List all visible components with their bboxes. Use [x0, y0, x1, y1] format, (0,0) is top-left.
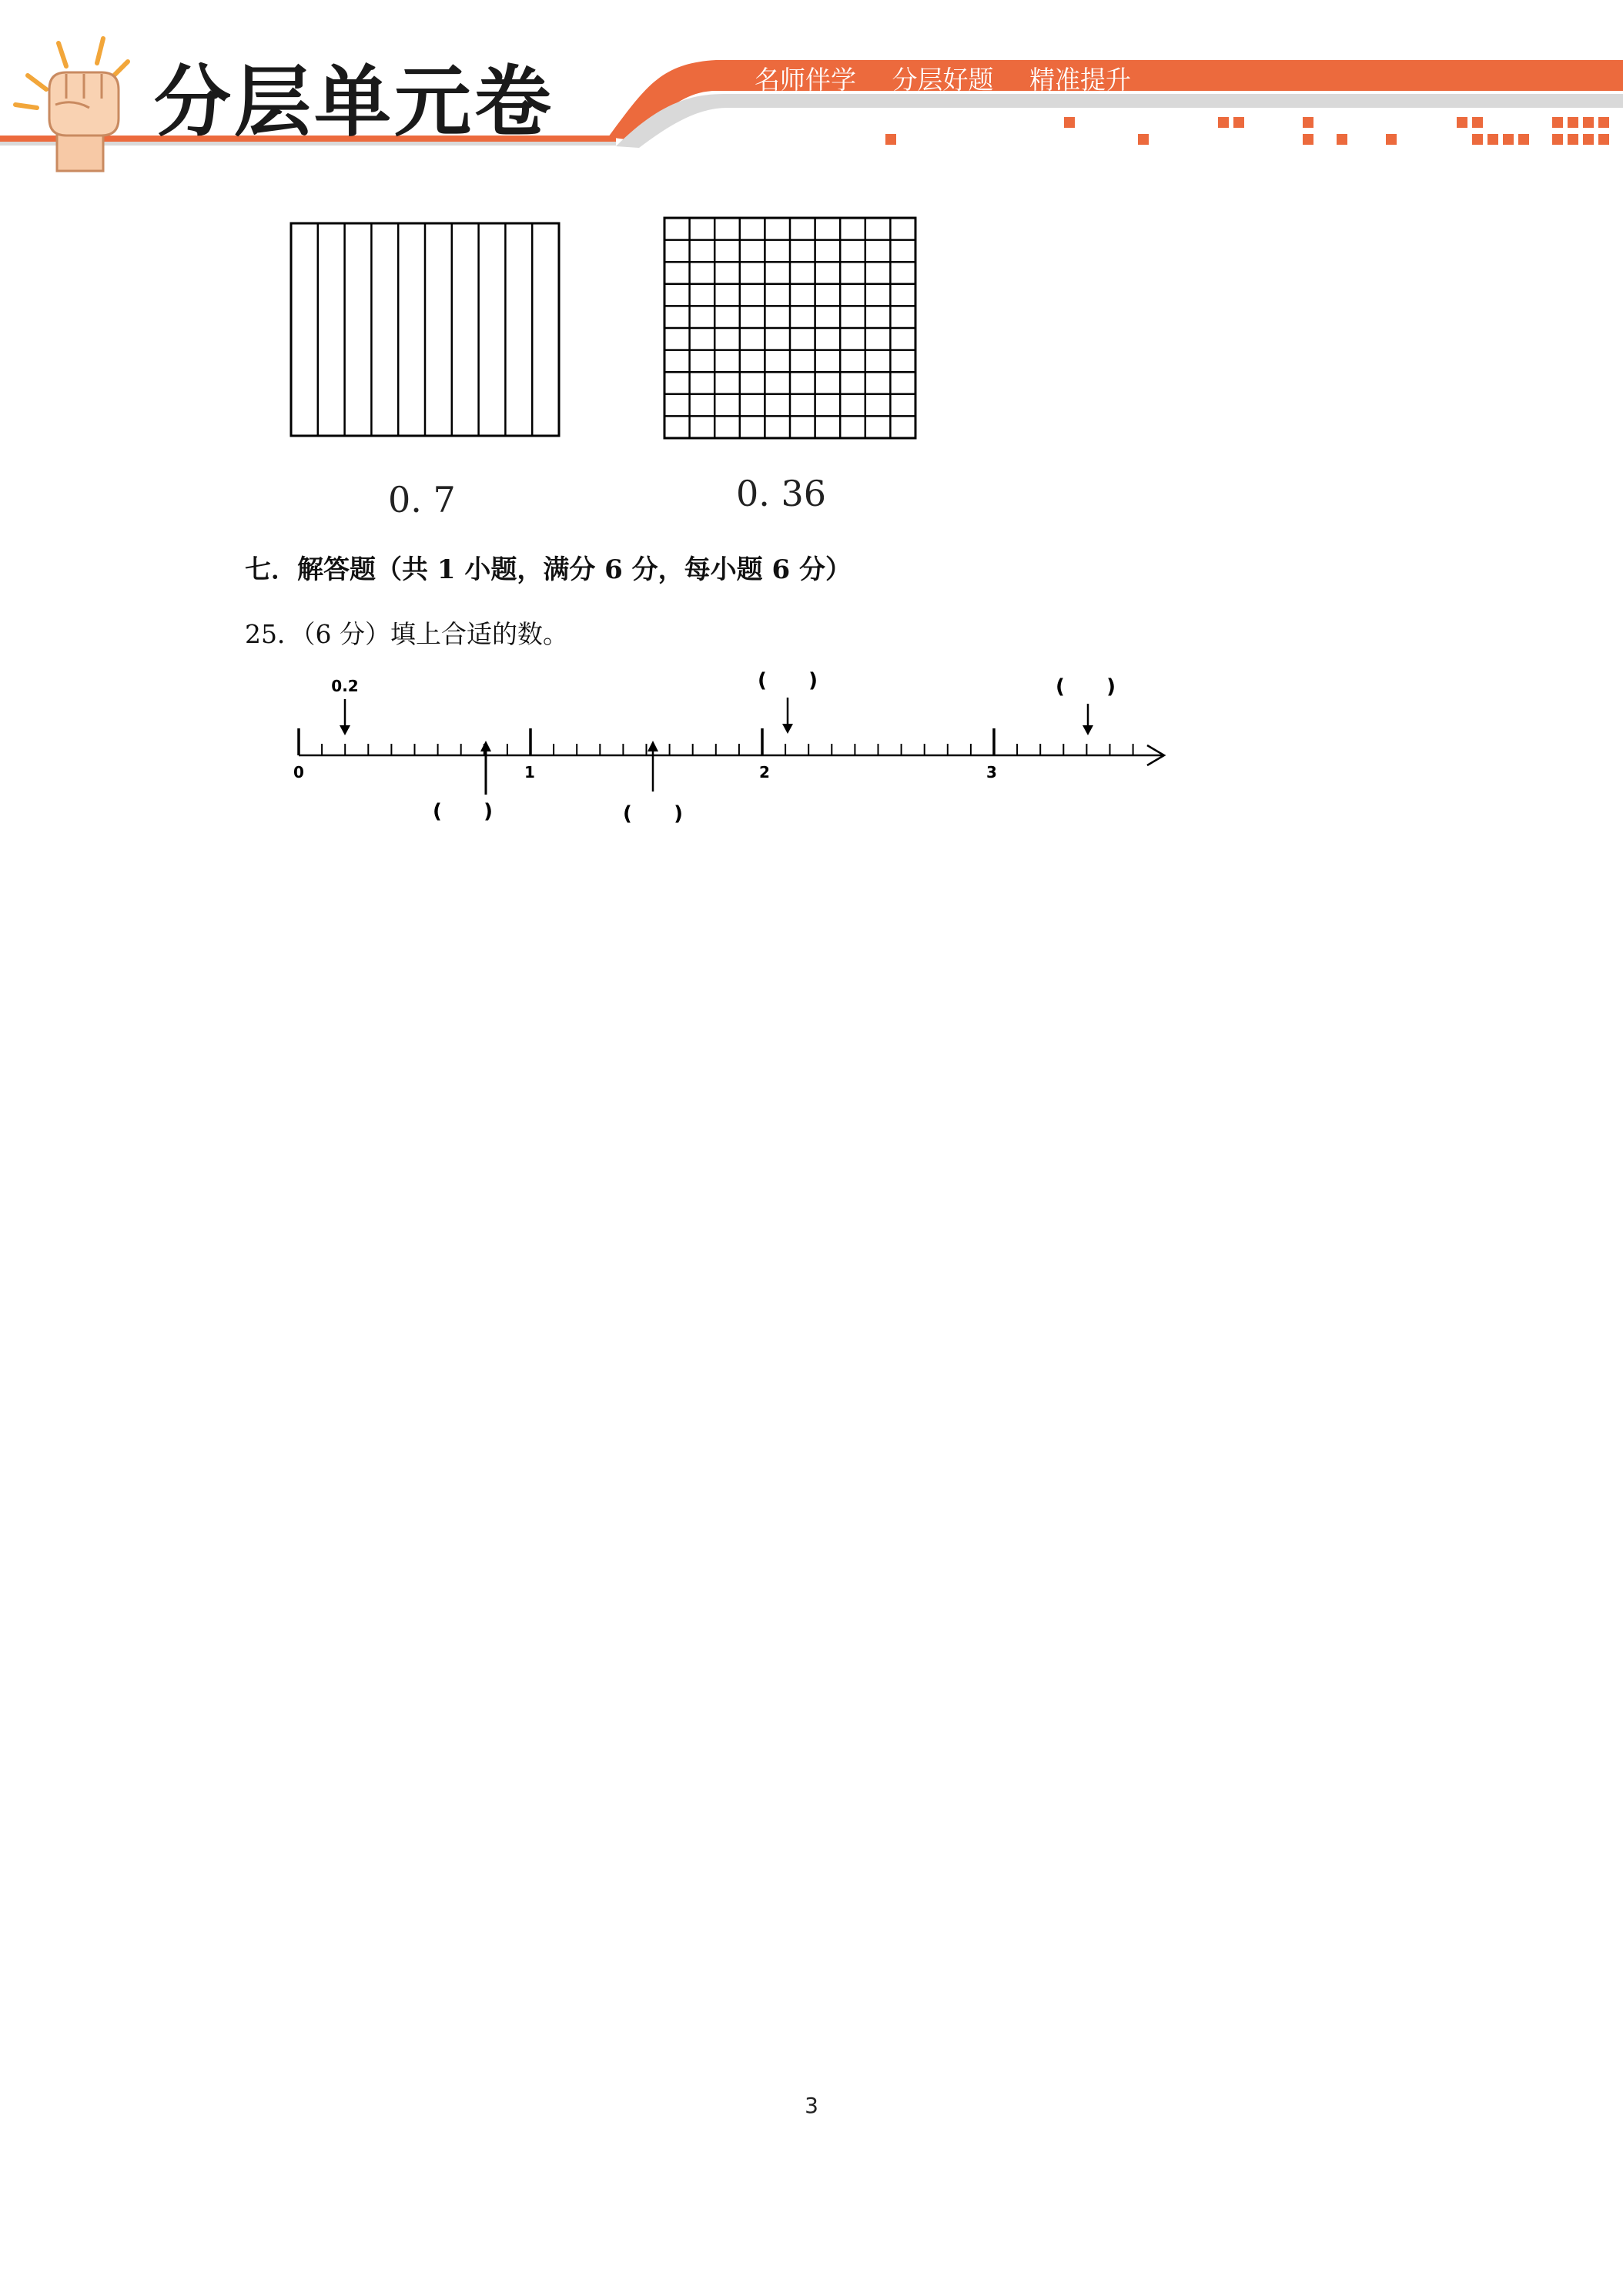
slogan-item: 分层好题 — [892, 65, 994, 95]
answer-blank: ( ) — [432, 800, 494, 823]
question-25: 25．（6 分）填上合适的数。 — [245, 619, 568, 649]
down-arrow-icon — [1083, 704, 1093, 735]
down-arrow-icon — [340, 699, 350, 735]
grid-caption: 0. 36 — [736, 473, 827, 514]
down-arrow-icon — [782, 698, 793, 734]
page-header — [0, 0, 1623, 177]
given-value-label: 0.2 — [331, 677, 359, 695]
answer-blank: ( ) — [622, 802, 684, 825]
tenths-strip-figure — [285, 219, 562, 442]
page-number: 3 — [805, 2093, 818, 2118]
tick-label-3: 3 — [986, 763, 997, 782]
answer-blank: ( ) — [1055, 675, 1116, 698]
tick-label-1: 1 — [524, 763, 535, 782]
brand-title: 分层单元卷 — [154, 57, 554, 147]
answer-blank: ( ) — [757, 669, 818, 692]
tick-label-0: 0 — [293, 763, 304, 782]
section-heading: 七．解答题（共 1 小题，满分 6 分，每小题 6 分） — [245, 554, 852, 585]
slogan-item: 名师伴学 — [755, 65, 856, 95]
header-slogan — [755, 60, 1159, 96]
strip-caption: 0. 7 — [388, 479, 456, 520]
tick-label-2: 2 — [759, 763, 770, 782]
number-line-figure — [277, 662, 1186, 832]
fist-icon — [11, 28, 142, 174]
up-arrow-icon — [480, 741, 491, 795]
hundredths-grid-figure — [659, 213, 921, 443]
slogan-item: 精准提升 — [1029, 65, 1131, 95]
up-arrow-icon — [648, 741, 658, 792]
